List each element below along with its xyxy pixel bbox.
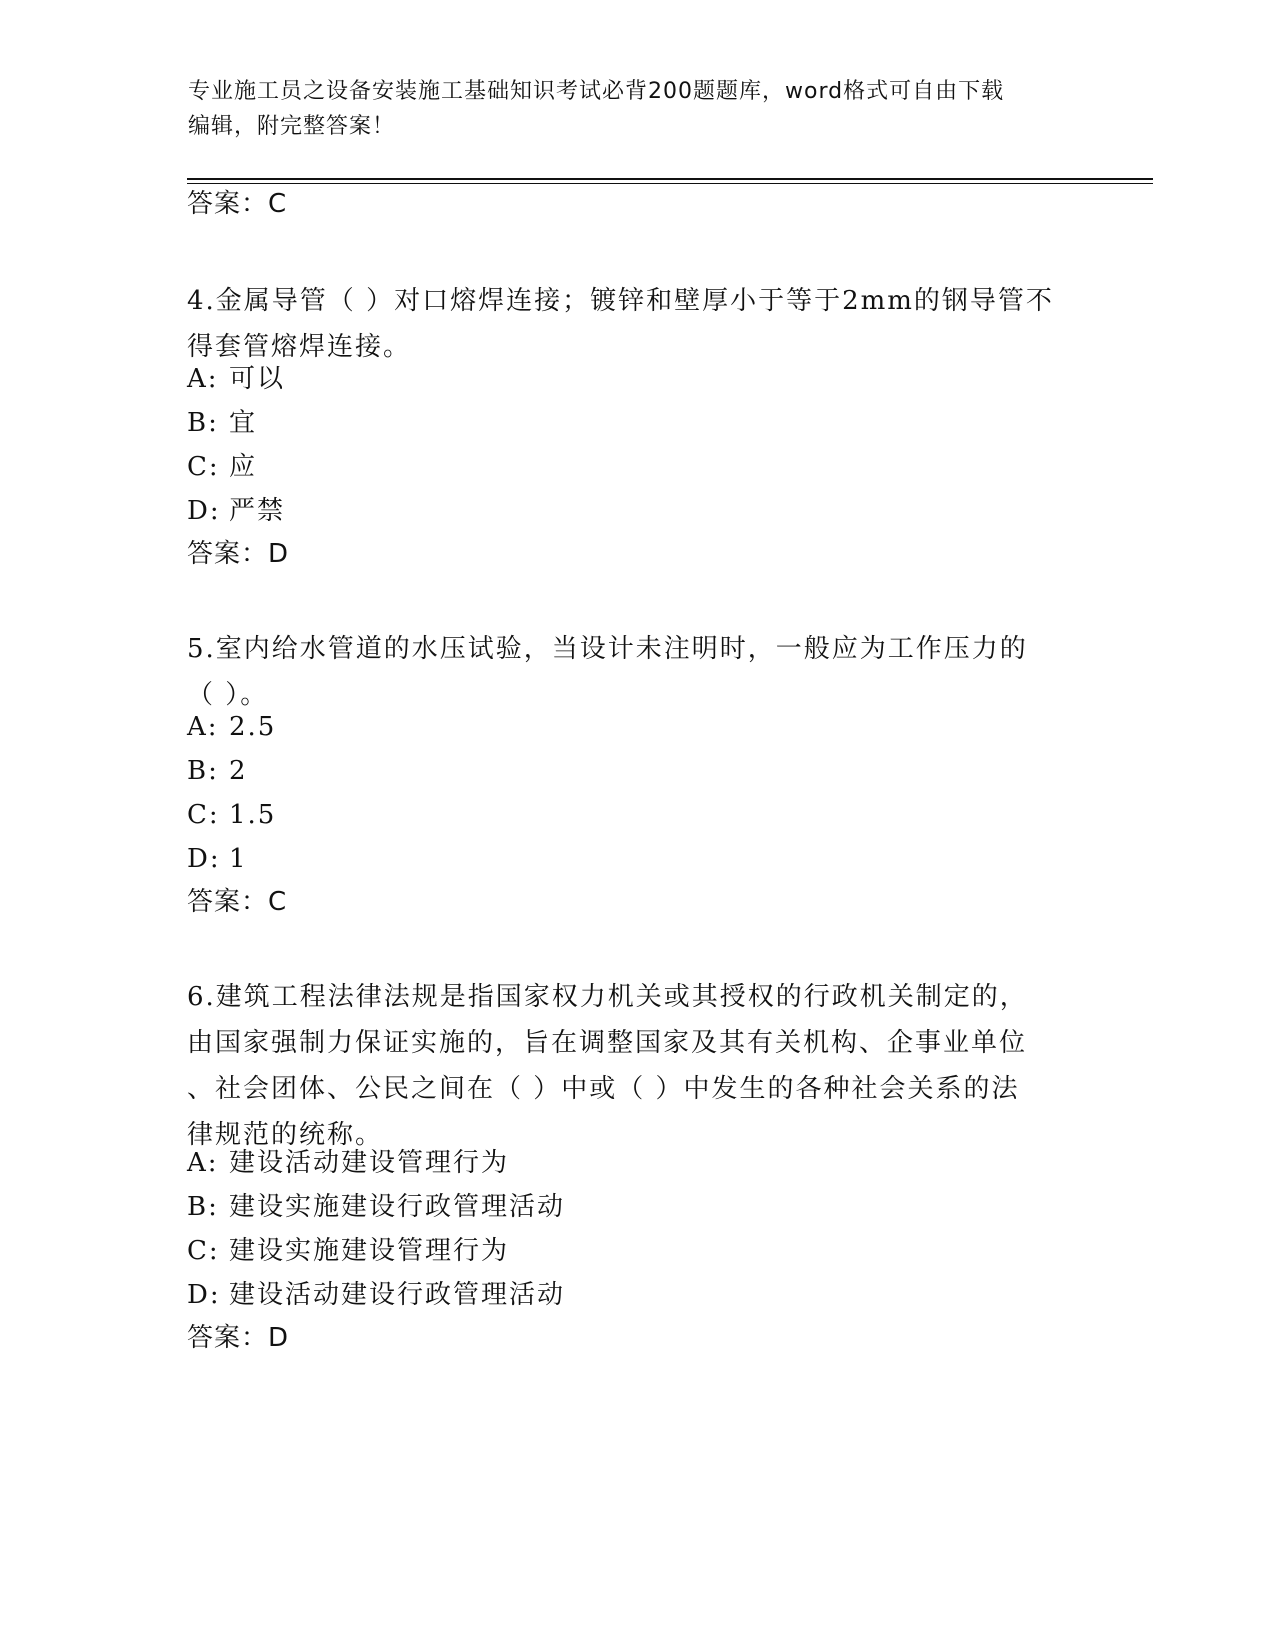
question-6-option-d [187,1277,565,1313]
option-letter: C: [187,1236,220,1266]
option-letter: A: [187,364,219,394]
option-letter: D: [187,1280,221,1310]
prev-answer: 答案：C [187,189,288,219]
question-5-stem-line-2: （ ）。 [187,680,269,710]
option-text: 1.5 [229,800,277,830]
question-5-answer: 答案：C [187,887,288,917]
option-letter: B: [187,1192,219,1222]
option-text: 2.5 [229,712,277,742]
question-6-stem-line-2: 由国家强制力保证实施的，旨在调整国家及其有关机构、企事业单位 [187,1028,1028,1058]
question-5-option-d [187,841,248,877]
header-line-1: 专业施工员之设备安装施工基础知识考试必背200题题库，word格式可自由下载 [188,79,1005,104]
question-4-option-c [187,449,257,485]
question-6-option-a [187,1145,509,1181]
question-5-option-b [187,753,248,789]
option-text: 宜 [229,408,258,438]
question-5-stem [187,626,1087,718]
question-4-stem [187,278,1087,370]
question-6-option-c [187,1233,509,1269]
option-text: 建设实施建设管理行为 [229,1236,510,1266]
option-text: 建设活动建设行政管理活动 [229,1280,566,1310]
option-letter: A: [187,1148,219,1178]
option-text: 1 [229,844,248,874]
option-text: 严禁 [229,496,286,526]
question-4-option-d [187,493,285,529]
question-6-stem [187,974,1087,1158]
question-4-option-a [187,361,285,397]
option-text: 建设实施建设行政管理活动 [229,1192,566,1222]
option-letter: B: [187,756,219,786]
question-5-option-a [187,709,276,745]
page-header [188,74,1068,144]
option-letter: D: [187,844,221,874]
question-5-stem-line-1: 5.室内给水管道的水压试验，当设计未注明时，一般应为工作压力的 [187,634,1028,664]
question-6-stem-line-4: 律规范的统称。 [187,1120,384,1150]
option-letter: B: [187,408,219,438]
option-text: 可以 [229,364,286,394]
option-letter: A: [187,712,219,742]
header-line-2: 编辑，附完整答案！ [188,114,396,139]
option-text: 2 [229,756,248,786]
question-6-option-b [187,1189,565,1225]
option-letter: C: [187,800,220,830]
question-4-stem-line-1: 4.金属导管（ ）对口熔焊连接；镀锌和壁厚小于等于2mm的钢导管不 [187,286,1054,316]
question-6-stem-line-1: 6.建筑工程法律法规是指国家权力机关或其授权的行政机关制定的， [187,982,1028,1012]
header-rule-thin [187,183,1153,184]
question-4-option-b [187,405,257,441]
header-rule-thick [187,178,1153,180]
question-6-answer: 答案：D [187,1323,290,1353]
option-text: 应 [229,452,258,482]
question-4-stem-line-2: 得套管熔焊连接。 [187,332,412,362]
question-5-option-c [187,797,276,833]
option-text: 建设活动建设管理行为 [229,1148,510,1178]
question-4-answer: 答案：D [187,539,290,569]
option-letter: C: [187,452,220,482]
option-letter: D: [187,496,221,526]
question-6-stem-line-3: 、社会团体、公民之间在（ ）中或（ ）中发生的各种社会关系的法 [187,1074,1020,1104]
